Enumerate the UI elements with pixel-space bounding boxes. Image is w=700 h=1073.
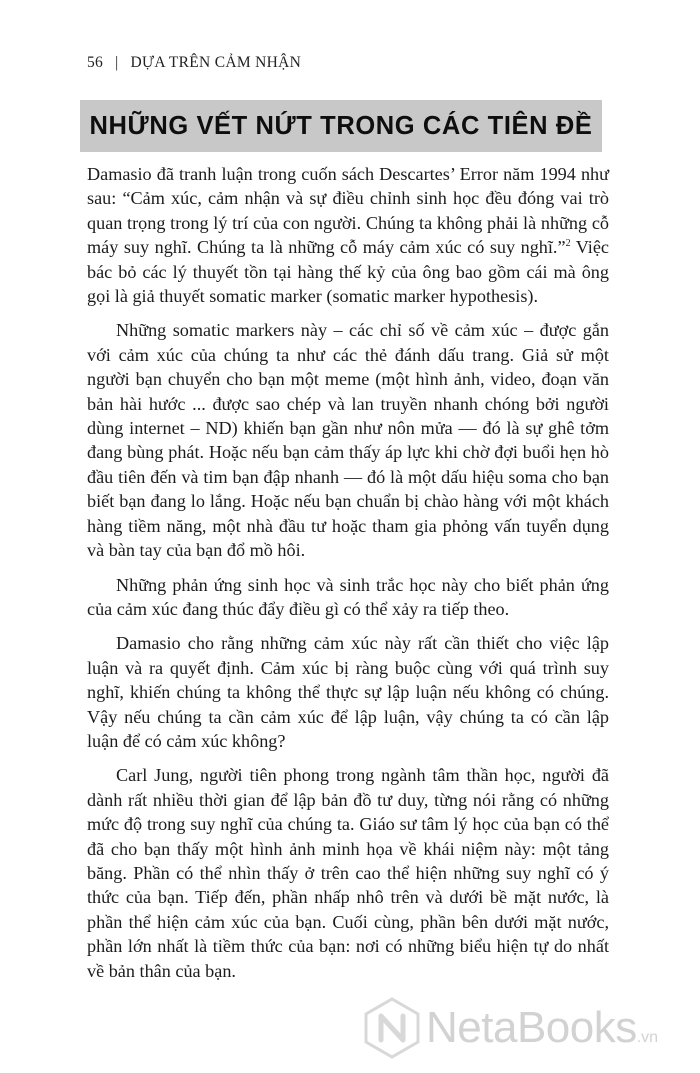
paragraph-2: Những somatic markers này – các chỉ số về cảm xúc – được gắn với cảm xúc của chúng ta như các thẻ đánh dấu trang. Giả sử một người bạn chuyển cho bạn một meme (một hình ảnh, video, đoạn văn bản hài hước ... được sao chép và lan truyền nhanh chóng bởi người dùng internet – ND) khiến bạn gần như nôn mửa — đó là sự ghê tởm đang bùng phát. Hoặc nếu bạn cảm thấy áp lực khi chờ đợi buổi hẹn hò đầu tiên đến và tim bạn đập nhanh — đó là một dấu hiệu soma cho bạn biết bạn đang lo lắng. Hoặc nếu bạn chuẩn bị chào hàng với một khách hàng tiềm năng, một nhà đầu tư hoặc tham gia phỏng vấn tuyển dụng và bàn tay của bạn đổ mồ hôi. [87, 320, 609, 561]
paragraph-1-continuation: Việc bác bỏ các lý thuyết tồn tại hàng thế kỷ của ông bao gồm cái mà ông gọi là giả thuyết somatic marker (somatic marker hypothesis). [87, 237, 609, 307]
page-number: 56 [87, 54, 104, 71]
paragraph-5: Carl Jung, người tiên phong trong ngành tâm thần học, người đã dành rất nhiều thời gian để lập bản đồ tư duy, từng nói rằng có những mức độ trong suy nghĩ của chúng ta. Giáo sư tâm lý học của bạn có thể đã cho bạn thấy một hình ảnh minh họa về khái niệm này: một tảng băng. Phần có thể nhìn thấy ở trên cao thể hiện những suy nghĩ có ý thức của bạn. Tiếp đến, phần nhấp nhô trên và dưới bề mặt nước, là phần thể hiện cảm xúc của bạn. Cuối cùng, phần bên dưới mặt nước, phần lớn nhất là tiềm thức của bạn: nơi có những biểu hiện tự do nhất về bản thân của bạn. [87, 765, 609, 981]
watermark [362, 996, 682, 1064]
header-separator: | [115, 54, 119, 71]
running-header [87, 54, 301, 72]
paragraph-3: Những phản ứng sinh học và sinh trắc học này cho biết phản ứng của cảm xúc đang thúc đẩy điều gì có thể xảy ra tiếp theo. [87, 574, 609, 619]
section-banner [80, 100, 602, 152]
section-title: NHỮNG VẾT NỨT TRONG CÁC TIÊN ĐỀ [89, 112, 593, 140]
netabooks-n-logo-icon [362, 996, 422, 1060]
watermark-text [426, 1000, 658, 1066]
footnote-marker[interactable]: 2 [565, 238, 571, 250]
paragraph-4: Damasio cho rằng những cảm xúc này rất cần thiết cho việc lập luận và ra quyết định. Cảm xúc bị ràng buộc cùng với quá trình suy nghĩ, khiến chúng ta không thể thực sự lập luận nếu không có chúng. Vậy nếu chúng ta cần cảm xúc để lập luận, vậy chúng ta có cần lập luận để có cảm xúc không? [87, 633, 609, 751]
body-text [87, 162, 609, 993]
watermark-suffix: .vn [636, 1029, 659, 1046]
paragraph-1 [87, 162, 609, 308]
watermark-brand: NetaBooks [426, 1003, 637, 1052]
book-title: DỰA TRÊN CẢM NHẬN [130, 54, 302, 71]
paragraph-1-text: Damasio đã tranh luận trong cuốn sách Descartes’ Error năm 1994 như sau: “Cảm xúc, cảm nhận và sự điều chỉnh sinh học đều đóng vai trò quan trọng trong lý trí của con người. Chúng ta không phải là những cỗ máy suy nghĩ. Chúng ta là những cỗ máy cảm xúc có suy nghĩ.” [87, 164, 609, 258]
